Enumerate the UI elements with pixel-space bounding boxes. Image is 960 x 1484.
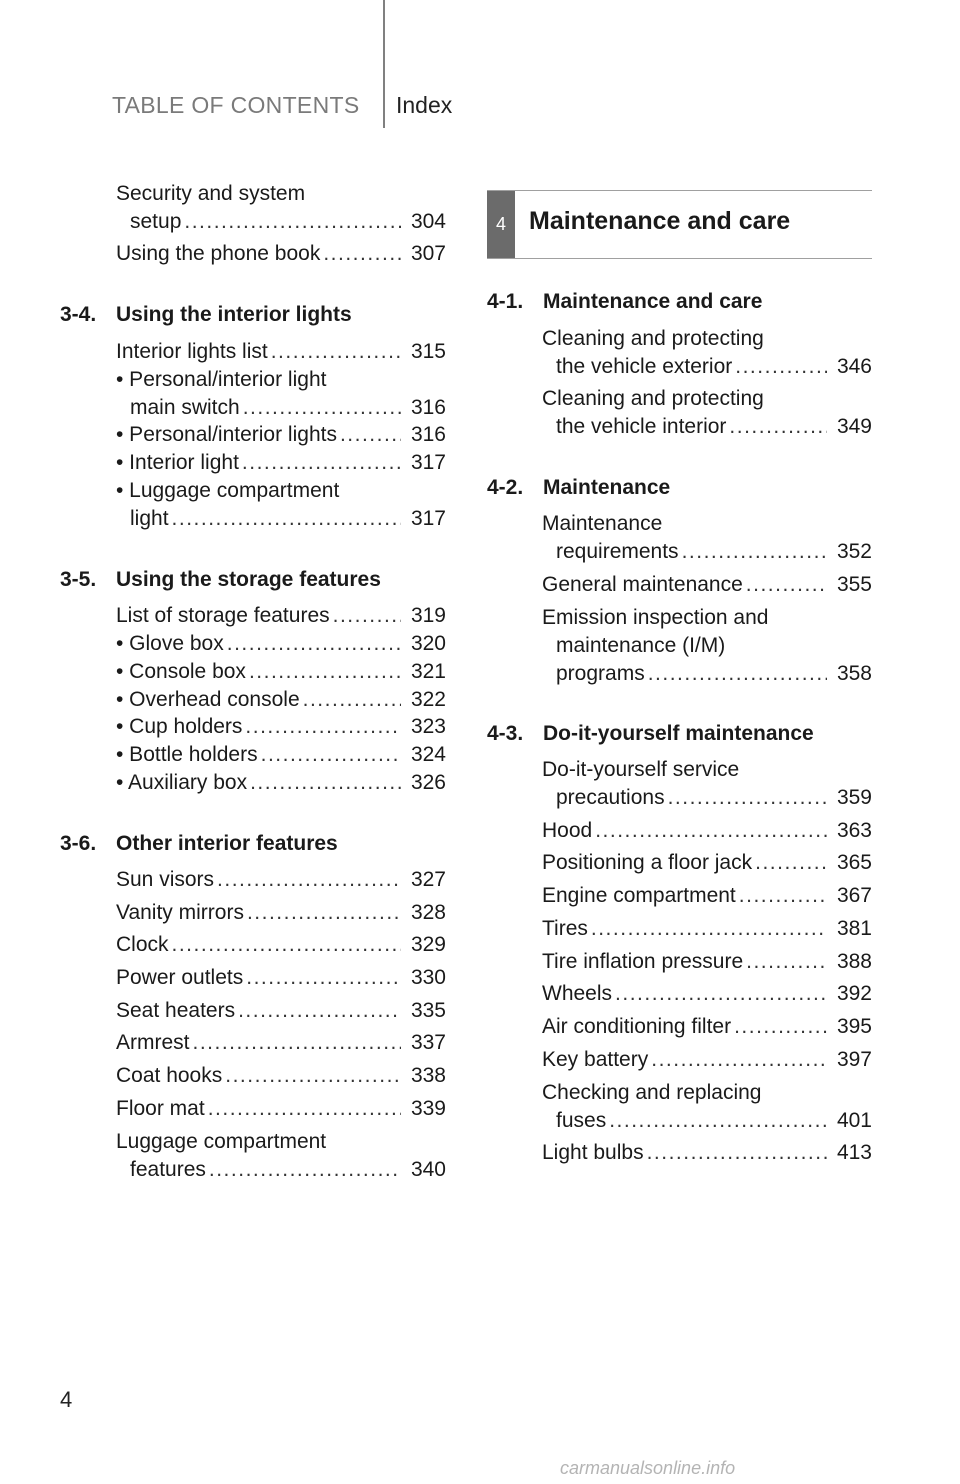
- section-heading[interactable]: [487, 290, 762, 314]
- entry-label: • Bottle holders: [116, 743, 258, 766]
- leader-dots: [245, 713, 401, 741]
- leader-dots: [172, 505, 401, 533]
- section-title: Maintenance: [543, 476, 671, 499]
- entry-label: main switch: [130, 396, 240, 419]
- entry-page: 413: [836, 1141, 872, 1164]
- entry-page: 315: [410, 340, 446, 363]
- entry-label: light: [130, 507, 169, 530]
- entry-label: Tires: [542, 917, 588, 940]
- section-number: 4-1.: [487, 290, 524, 313]
- section-title: Using the interior lights: [116, 303, 352, 326]
- leader-dots: [209, 1156, 401, 1184]
- toc-entry[interactable]: [116, 686, 446, 714]
- toc-entry[interactable]: [116, 630, 446, 658]
- chapter-header[interactable]: [487, 190, 872, 259]
- index-link[interactable]: Index: [396, 92, 453, 118]
- entry-page: 304: [410, 210, 446, 233]
- toc-entry[interactable]: [116, 713, 446, 741]
- leader-dots: [323, 240, 401, 268]
- section-number: 3-4.: [60, 303, 97, 326]
- entry-label: • Auxiliary box: [116, 771, 248, 794]
- toc-entry[interactable]: [116, 1062, 446, 1090]
- toc-entry[interactable]: [542, 604, 872, 688]
- leader-dots: [242, 449, 401, 477]
- entry-page: 392: [836, 982, 872, 1005]
- entry-page: 322: [410, 688, 446, 711]
- table-of-contents-link[interactable]: TABLE OF CONTENTS: [112, 92, 360, 118]
- section-number: 4-3.: [487, 722, 524, 745]
- leader-dots: [668, 784, 827, 812]
- entry-label: Floor mat: [116, 1097, 205, 1120]
- entry-page: 397: [836, 1048, 872, 1071]
- leader-dots: [333, 602, 401, 630]
- toc-entry[interactable]: [542, 817, 872, 845]
- entry-page: 358: [836, 662, 872, 685]
- entry-label: setup: [130, 210, 182, 233]
- entry-label: Vanity mirrors: [116, 901, 244, 924]
- toc-entry[interactable]: [116, 866, 446, 894]
- entry-page: 337: [410, 1031, 446, 1054]
- toc-entry[interactable]: [116, 338, 446, 366]
- entry-page: 355: [836, 573, 872, 596]
- entry-label: the vehicle exterior: [556, 355, 733, 378]
- toc-entry[interactable]: [116, 449, 446, 477]
- entry-label: fuses: [556, 1109, 607, 1132]
- entry-label: requirements: [556, 540, 679, 563]
- section-title: Do-it-yourself maintenance: [543, 722, 814, 745]
- section-title: Other interior features: [116, 832, 338, 855]
- toc-entry[interactable]: [542, 849, 872, 877]
- leader-dots: [243, 394, 401, 422]
- entry-label: Clock: [116, 933, 169, 956]
- toc-entry[interactable]: [542, 1139, 872, 1167]
- entry-label: Hood: [542, 819, 593, 842]
- entry-label: Checking and replacing: [542, 1081, 762, 1104]
- toc-entry[interactable]: [116, 1128, 446, 1184]
- entry-page: 330: [410, 966, 446, 989]
- entry-page: 326: [410, 771, 446, 794]
- leader-dots: [225, 1062, 401, 1090]
- entry-label: Maintenance: [542, 512, 663, 535]
- entry-page: 329: [410, 933, 446, 956]
- entry-page: 365: [836, 851, 872, 874]
- section-title: Maintenance and care: [543, 290, 763, 313]
- toc-entry[interactable]: [116, 658, 446, 686]
- toc-entry[interactable]: [116, 997, 446, 1025]
- leader-dots: [729, 413, 827, 441]
- leader-dots: [651, 1046, 827, 1074]
- toc-entry[interactable]: [542, 1079, 872, 1135]
- entry-label: features: [130, 1158, 206, 1181]
- leader-dots: [755, 849, 827, 877]
- chapter-title: Maintenance and care: [529, 207, 791, 235]
- entry-label: Cleaning and protecting: [542, 387, 764, 410]
- toc-entry[interactable]: [542, 1046, 872, 1074]
- section-heading[interactable]: [487, 476, 670, 500]
- entry-label: Positioning a floor jack: [542, 851, 753, 874]
- entry-page: 388: [836, 950, 872, 973]
- entry-label: Air conditioning filter: [542, 1015, 732, 1038]
- entry-page: 346: [836, 355, 872, 378]
- leader-dots: [271, 338, 401, 366]
- entry-page: 340: [410, 1158, 446, 1181]
- entry-label: General maintenance: [542, 573, 743, 596]
- entry-page: 324: [410, 743, 446, 766]
- section-heading[interactable]: [60, 303, 352, 327]
- leader-dots: [217, 866, 401, 894]
- toc-entry[interactable]: [542, 571, 872, 599]
- entry-page: 352: [836, 540, 872, 563]
- toc-entry[interactable]: [116, 602, 446, 630]
- toc-entry[interactable]: [116, 366, 446, 422]
- entry-label: • Overhead console: [116, 688, 300, 711]
- leader-dots: [247, 899, 401, 927]
- toc-entry[interactable]: [116, 421, 446, 449]
- entry-label: Light bulbs: [542, 1141, 644, 1164]
- leader-dots: [682, 538, 827, 566]
- entry-label: Do-it-yourself service: [542, 758, 740, 781]
- entry-page: 307: [410, 242, 446, 265]
- leader-dots: [172, 931, 401, 959]
- entry-page: 395: [836, 1015, 872, 1038]
- toc-entry[interactable]: [116, 964, 446, 992]
- entry-label: Key battery: [542, 1048, 649, 1071]
- leader-dots: [249, 658, 401, 686]
- entry-page: 319: [410, 604, 446, 627]
- toc-entry[interactable]: [116, 899, 446, 927]
- chapter-number-tab: [487, 191, 515, 258]
- entry-label: Power outlets: [116, 966, 244, 989]
- leader-dots: [591, 915, 827, 943]
- entry-label: Using the phone book: [116, 242, 321, 265]
- entry-label: Cleaning and protecting: [542, 327, 764, 350]
- entry-label: • Glove box: [116, 632, 224, 655]
- entry-page: 359: [836, 786, 872, 809]
- toc-entry[interactable]: [542, 1013, 872, 1041]
- entry-label: Interior lights list: [116, 340, 268, 363]
- leader-dots: [609, 1107, 827, 1135]
- section-heading[interactable]: [487, 722, 814, 746]
- entry-label: Security and system: [116, 182, 306, 205]
- entry-label: maintenance (I/M): [556, 634, 726, 657]
- section-number: 4-2.: [487, 476, 524, 499]
- entry-label: the vehicle interior: [556, 415, 727, 438]
- leader-dots: [746, 948, 827, 976]
- leader-dots: [193, 1029, 401, 1057]
- entry-label: List of storage features: [116, 604, 330, 627]
- section-heading[interactable]: [60, 832, 338, 856]
- toc-entry[interactable]: [116, 1029, 446, 1057]
- toc-entry[interactable]: [542, 325, 872, 381]
- entry-page: 317: [410, 451, 446, 474]
- entry-label: Tire inflation pressure: [542, 950, 744, 973]
- leader-dots: [261, 741, 401, 769]
- entry-label: • Personal/interior light: [116, 368, 327, 391]
- entry-label: Engine compartment: [542, 884, 736, 907]
- leader-dots: [303, 686, 401, 714]
- entry-label: Sun visors: [116, 868, 215, 891]
- entry-page: 338: [410, 1064, 446, 1087]
- chapter-number: 4: [495, 214, 506, 234]
- leader-dots: [648, 660, 827, 688]
- entry-page: 367: [836, 884, 872, 907]
- leader-dots: [734, 1013, 827, 1041]
- entry-page: 381: [836, 917, 872, 940]
- entry-label: programs: [556, 662, 645, 685]
- toc-entry[interactable]: [542, 510, 872, 566]
- toc-entry[interactable]: [542, 882, 872, 910]
- leader-dots: [250, 769, 401, 797]
- entry-label: • Console box: [116, 660, 246, 683]
- section-title: Using the storage features: [116, 568, 381, 591]
- toc-entry[interactable]: [116, 769, 446, 797]
- entry-label: Coat hooks: [116, 1064, 223, 1087]
- leader-dots: [615, 980, 827, 1008]
- entry-label: • Cup holders: [116, 715, 243, 738]
- entry-label: Wheels: [542, 982, 613, 1005]
- entry-label: Luggage compartment: [116, 1130, 327, 1153]
- toc-entry[interactable]: [116, 931, 446, 959]
- leader-dots: [246, 964, 401, 992]
- entry-page: 316: [410, 423, 446, 446]
- entry-page: 320: [410, 632, 446, 655]
- toc-entry[interactable]: [116, 477, 446, 533]
- section-number: 3-5.: [60, 568, 97, 591]
- leader-dots: [647, 1139, 827, 1167]
- entry-page: 316: [410, 396, 446, 419]
- toc-entry[interactable]: [116, 180, 446, 236]
- entry-label: • Interior light: [116, 451, 239, 474]
- toc-entry[interactable]: [116, 1095, 446, 1123]
- leader-dots: [746, 571, 827, 599]
- entry-page: 323: [410, 715, 446, 738]
- leader-dots: [735, 353, 827, 381]
- toc-entry[interactable]: [542, 915, 872, 943]
- section-heading[interactable]: [60, 568, 381, 592]
- entry-page: 401: [836, 1109, 872, 1132]
- leader-dots: [184, 208, 401, 236]
- entry-label: • Luggage compartment: [116, 479, 340, 502]
- entry-label: precautions: [556, 786, 665, 809]
- entry-page: 327: [410, 868, 446, 891]
- page-number: 4: [60, 1387, 73, 1412]
- page-header: [0, 0, 960, 130]
- leader-dots: [739, 882, 827, 910]
- toc-entry[interactable]: [116, 240, 446, 268]
- entry-label: • Personal/interior lights: [116, 423, 337, 446]
- entry-page: 339: [410, 1097, 446, 1120]
- toc-entry[interactable]: [542, 980, 872, 1008]
- entry-page: 328: [410, 901, 446, 924]
- entry-label: Seat heaters: [116, 999, 236, 1022]
- leader-dots: [595, 817, 827, 845]
- leader-dots: [208, 1095, 401, 1123]
- entry-page: 321: [410, 660, 446, 683]
- toc-entry[interactable]: [116, 741, 446, 769]
- entry-page: 349: [836, 415, 872, 438]
- entry-page: 363: [836, 819, 872, 842]
- toc-entry[interactable]: [542, 385, 872, 441]
- entry-label: Armrest: [116, 1031, 190, 1054]
- entry-label: Emission inspection and: [542, 606, 769, 629]
- toc-entry[interactable]: [542, 948, 872, 976]
- entry-page: 317: [410, 507, 446, 530]
- leader-dots: [227, 630, 401, 658]
- leader-dots: [238, 997, 401, 1025]
- watermark-text: carmanualsonline.info: [560, 1458, 736, 1478]
- leader-dots: [340, 421, 401, 449]
- section-number: 3-6.: [60, 832, 97, 855]
- entry-page: 335: [410, 999, 446, 1022]
- header-divider: [383, 0, 385, 128]
- toc-entry[interactable]: [542, 756, 872, 812]
